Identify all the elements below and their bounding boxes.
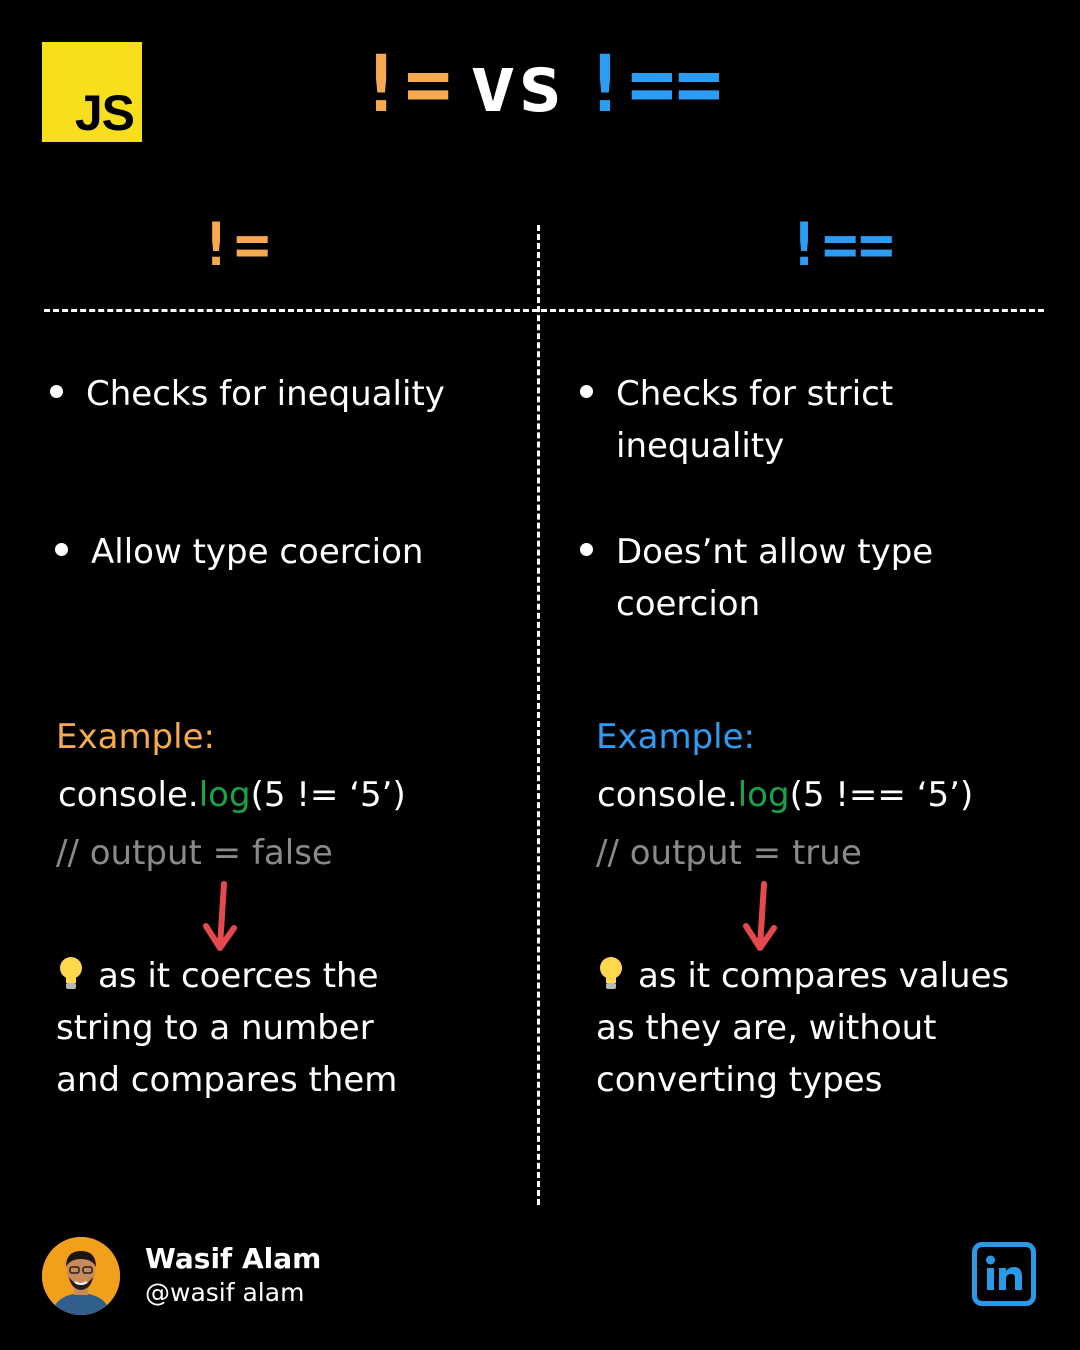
bullet-dot-icon	[580, 385, 593, 398]
left-explanation	[56, 950, 526, 1106]
left-example-label: Example:	[56, 717, 215, 757]
bullet-dot-icon	[580, 543, 593, 556]
left-code-line	[58, 775, 406, 815]
left-code-method: log	[198, 775, 251, 815]
left-explanation-line-1: as it coerces the	[56, 950, 526, 1002]
left-code-args: (5 != ‘5’)	[250, 775, 406, 815]
left-column-heading: !=	[198, 210, 271, 280]
right-code-prefix: console.	[597, 775, 738, 815]
left-code-prefix: console.	[58, 775, 199, 815]
author-name: Wasif Alam	[145, 1242, 322, 1275]
linkedin-glyph-icon	[977, 1247, 1031, 1301]
lightbulb-icon	[56, 955, 86, 991]
title-loose-operator: !=	[357, 40, 452, 130]
arrow-down-icon	[740, 880, 780, 952]
bullet-dot-icon	[50, 385, 63, 398]
right-output-comment: // output = true	[596, 833, 862, 873]
horizontal-divider	[44, 309, 1044, 312]
lightbulb-icon	[596, 955, 626, 991]
right-code-args: (5 !== ‘5’)	[789, 775, 974, 815]
title-strict-operator: !==	[581, 40, 723, 130]
right-bullet-2-line-1: Does’nt allow type	[616, 532, 934, 572]
right-code-line	[597, 775, 973, 815]
arrow-down-icon	[200, 880, 240, 952]
left-bullet-1	[50, 368, 445, 420]
right-example-label: Example:	[596, 717, 755, 757]
right-bullet-1	[580, 368, 893, 472]
right-explanation	[596, 950, 1066, 1106]
right-code-method: log	[737, 775, 790, 815]
right-explanation-line-3: converting types	[596, 1060, 883, 1100]
linkedin-icon[interactable]	[972, 1242, 1036, 1306]
bullet-dot-icon	[55, 543, 68, 556]
page-title	[0, 40, 1080, 130]
avatar-person-icon	[42, 1237, 120, 1315]
left-bullet-2	[55, 526, 423, 578]
left-explanation-line-3: and compares them	[56, 1060, 398, 1100]
js-logo-text: JS	[74, 85, 134, 141]
right-bullet-1-line-2: inequality	[616, 426, 785, 466]
author-avatar	[42, 1237, 120, 1315]
left-bullet-1-text: Checks for inequality	[86, 374, 445, 414]
author-handle[interactable]: @wasif alam	[145, 1278, 305, 1307]
left-explanation-line-2: string to a number	[56, 1008, 374, 1048]
title-vs: vs	[469, 40, 564, 130]
left-bullet-2-text: Allow type coercion	[91, 532, 424, 572]
right-explanation-line-2: as they are, without	[596, 1008, 937, 1048]
right-column-heading: !==	[786, 210, 895, 280]
vertical-divider	[537, 225, 540, 1205]
right-bullet-1-line-1: Checks for strict	[616, 374, 894, 414]
right-explanation-line-1: as it compares values	[596, 950, 1066, 1002]
left-output-comment: // output = false	[56, 833, 333, 873]
right-bullet-2-line-2: coercion	[616, 584, 761, 624]
right-bullet-2	[580, 526, 933, 630]
